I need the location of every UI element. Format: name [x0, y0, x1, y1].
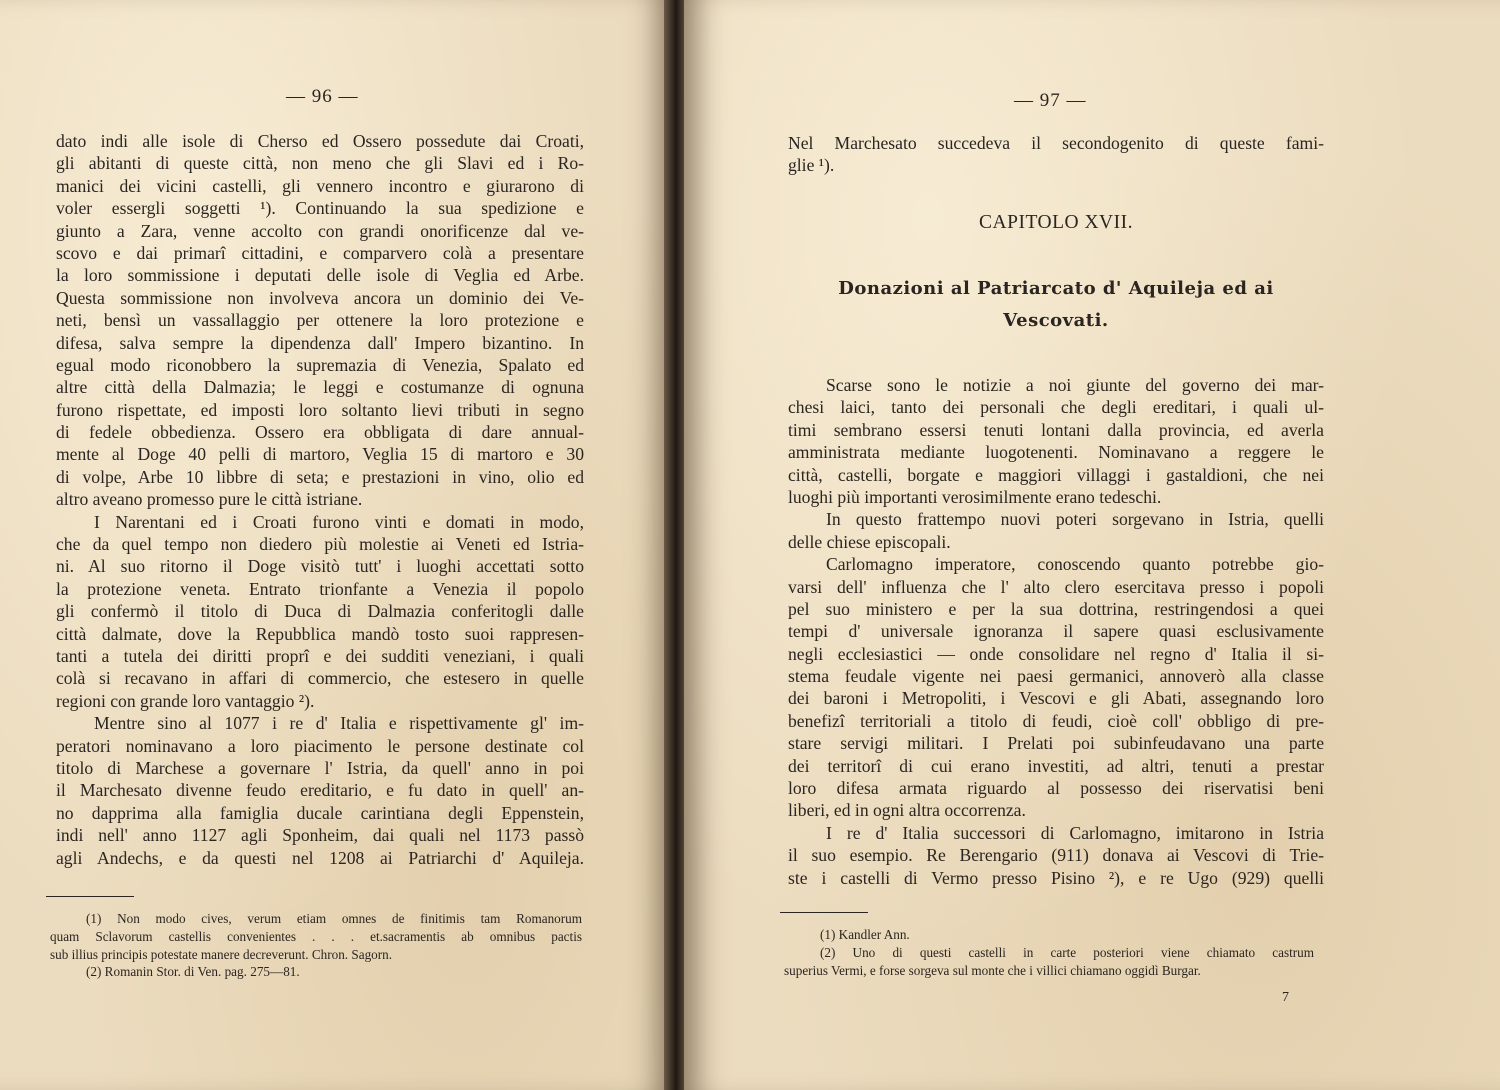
text-line: neti, bensì un vassallaggio per ottenere la loro protezione e — [56, 310, 584, 331]
text-line: di volpe, Arbe 10 libbre di seta; e prestazioni in vino, olio ed — [56, 466, 584, 487]
text-line: timi sembrano essersi tenuti lontani dalla provincia, ed averla — [788, 419, 1324, 440]
text-line: Questa sommissione non involveva ancora un dominio dei Ve- — [56, 287, 584, 308]
text-line: di fedele obbedienza. Ossero era obbligata di dare annual- — [56, 422, 584, 443]
text-line: negli ecclesiastici — onde consolidare nel regno d' Italia il si- — [788, 643, 1324, 664]
text-line: stare servigi militari. I Prelati poi subinfeudavano una parte — [788, 733, 1324, 754]
chapter-title-line-2: Vescovati. — [1003, 310, 1109, 331]
text-line: che da quel tempo non diedero più molestie ai Veneti ed Istria- — [56, 534, 584, 555]
text-line: pel suo ministero e per la sua dottrina, restringendosi a quei — [788, 598, 1324, 619]
text-line: chesi laici, tanto dei personali che degli ereditari, i quali ul- — [788, 397, 1324, 418]
text-line: tempi d' universale ignoranza il sapere quasi esclusivamente — [788, 621, 1324, 642]
footnote-rule — [780, 912, 868, 913]
text-line: regioni con grande loro vantaggio ²). — [56, 690, 315, 711]
text-line: loro difesa armata riguardo al possesso dei riservatisi beni — [788, 778, 1324, 799]
text-line: scovo e dai primarî cittadini, e comparvero colà a presentare — [56, 242, 584, 263]
text-line: luoghi più importanti verosimilmente erano tedeschi. — [788, 486, 1162, 507]
text-line: mente al Doge 40 pelli di martoro, Veglia 15 di martoro e 30 — [56, 444, 584, 465]
text-line: amministrata mediante luogotenenti. Nominavano a reggere le — [788, 442, 1324, 463]
right-page — [684, 0, 1500, 1090]
body-text — [56, 130, 584, 869]
footnote-line: superius Vermi, e forse sorgeva sul monte che i villici chiamano oggidì Burgar. — [784, 962, 1201, 978]
text-line: peratori nominavano a loro piacimento le persone destinate col — [56, 735, 584, 756]
footnotes — [784, 926, 1314, 979]
chapter-heading: CAPITOLO XVII. — [979, 212, 1133, 233]
text-line: benefizî territoriali a titolo di feudi, cioè coll' obbligo di pre- — [788, 710, 1324, 731]
text-line: città dalmate, dove la Repubblica mandò tosto suoi rappresen- — [56, 623, 584, 644]
footnote-line: quam Sclavorum castellis convenientes . . . et.sacramentis ab omnibus pactis — [50, 928, 582, 944]
chapter-title-line-1: Donazioni al Patriarcato d' Aquileja ed ai — [838, 278, 1274, 299]
footnote-line: (2) Uno di questi castelli in carte posteriori viene chiamato castrum — [820, 944, 1314, 960]
text-line: varsi dell' influenza che l' alto clero esercitava presso i popoli — [788, 576, 1324, 597]
text-line: Mentre sino al 1077 i re d' Italia e rispettivamente gl' im- — [94, 713, 584, 734]
text-line: dato indi alle isole di Cherso ed Ossero possedute dai Croati, — [56, 131, 584, 151]
text-line: I Narentani ed i Croati furono vinti e domati in modo, — [94, 511, 584, 532]
text-line: dei baroni i Metropoliti, i Vescovi e gli Abati, assegnando loro — [788, 688, 1324, 709]
text-line: furono rispettate, ed imposti loro soltanto lievi tributi in segno — [56, 399, 584, 420]
footnote-line: (2) Romanin Stor. di Ven. pag. 275—81. — [86, 964, 300, 980]
left-page — [0, 0, 668, 1090]
text-line: titolo di Marchese a governare l' Istria, da quell' anno in poi — [56, 757, 584, 778]
footnote-line: (1) Non modo cives, verum etiam omnes de finitimis tam Romanorum — [86, 911, 582, 926]
page-number: — 96 — — [286, 86, 359, 107]
text-line: gli confermò il titolo di Duca di Dalmazia conferitogli dalle — [56, 601, 584, 622]
text-line: ni. Al suo ritorno il Doge visitò tutt' i luoghi accettati sotto — [56, 556, 584, 577]
opening-text — [788, 132, 1324, 177]
text-line: indi nell' anno 1127 agli Sponheim, dai quali nel 1173 passò — [56, 825, 584, 846]
text-line: liberi, ed in ogni altra occorrenza. — [788, 800, 1026, 821]
text-line: manici dei vicini castelli, gli vennero incontro e giurarono di — [56, 175, 584, 196]
text-line: no dapprima alla famiglia ducale carintiana degli Eppenstein, — [56, 802, 584, 823]
page-number: — 97 — — [1014, 90, 1087, 111]
text-line: giunto a Zara, venne accolto con grandi onorificenze dal ve- — [56, 220, 584, 241]
text-line: Nel Marchesato succedeva il secondogenito di queste fami- — [788, 133, 1324, 153]
text-line: In questo frattempo nuovi poteri sorgevano in Istria, quelli — [826, 509, 1324, 530]
text-line: voler essergli soggetti ¹). Continuando la sua spedizione e — [56, 198, 584, 219]
text-line: agli Andechs, e da questi nel 1208 ai Patriarchi d' Aquileja. — [56, 847, 584, 868]
text-line: altro aveano promesso pure le città istriane. — [56, 489, 363, 510]
text-line: la loro sommissione i deputati delle isole di Veglia ed Arbe. — [56, 265, 584, 286]
text-line: stema feudale vigente nei paesi germanici, annoverò alla classe — [788, 666, 1324, 687]
footnotes — [50, 910, 582, 981]
text-line: egual modo riconobbero la supremazia di Venezia, Spalato ed — [56, 354, 584, 375]
text-line: delle chiese episcopali. — [788, 531, 951, 552]
text-line: città, castelli, borgate e maggiori villaggi i gastaldioni, che nei — [788, 464, 1324, 485]
text-line: Scarse sono le notizie a noi giunte del governo dei mar- — [826, 375, 1324, 395]
footnote-line: sub illius principis potestate manere decreverunt. Chron. Sagorn. — [50, 946, 393, 962]
text-line: la protezione veneta. Entrato trionfante a Venezia il popolo — [56, 578, 584, 599]
text-line: gli abitanti di queste città, non meno che gli Slavi ed i Ro- — [56, 153, 584, 174]
text-line: il Marchesato divenne feudo ereditario, e fu dato in quell' an- — [56, 780, 584, 801]
footnote-rule — [46, 896, 134, 897]
footnote-line: (1) Kandler Ann. — [820, 927, 910, 942]
text-line: dei territorî di cui erano investiti, ad altri, tenuti a prestar — [788, 755, 1324, 776]
text-line: I re d' Italia successori di Carlomagno, imitarono in Istria — [826, 822, 1324, 843]
text-line: il suo esempio. Re Berengario (911) donava ai Vescovi di Trie- — [788, 845, 1324, 866]
text-line: glie ¹). — [788, 155, 835, 176]
text-line: altre città della Dalmazia; le leggi e costumanze di ognuna — [56, 377, 584, 398]
text-line: tanti a tutela dei diritti proprî e dei sudditi veneziani, i quali — [56, 645, 584, 666]
body-text — [788, 374, 1324, 889]
text-line: ste i castelli di Vermo presso Pisino ²), e re Ugo (929) quelli — [788, 867, 1324, 888]
text-line: difesa, salva sempre la dipendenza dall' Impero bizantino. In — [56, 332, 584, 353]
text-line: Carlomagno imperatore, conoscendo quanto potrebbe gio- — [826, 554, 1324, 575]
text-line: colà si recavano in affari di commercio, che estesero in quelle — [56, 668, 584, 689]
signature-mark: 7 — [1282, 990, 1289, 1005]
